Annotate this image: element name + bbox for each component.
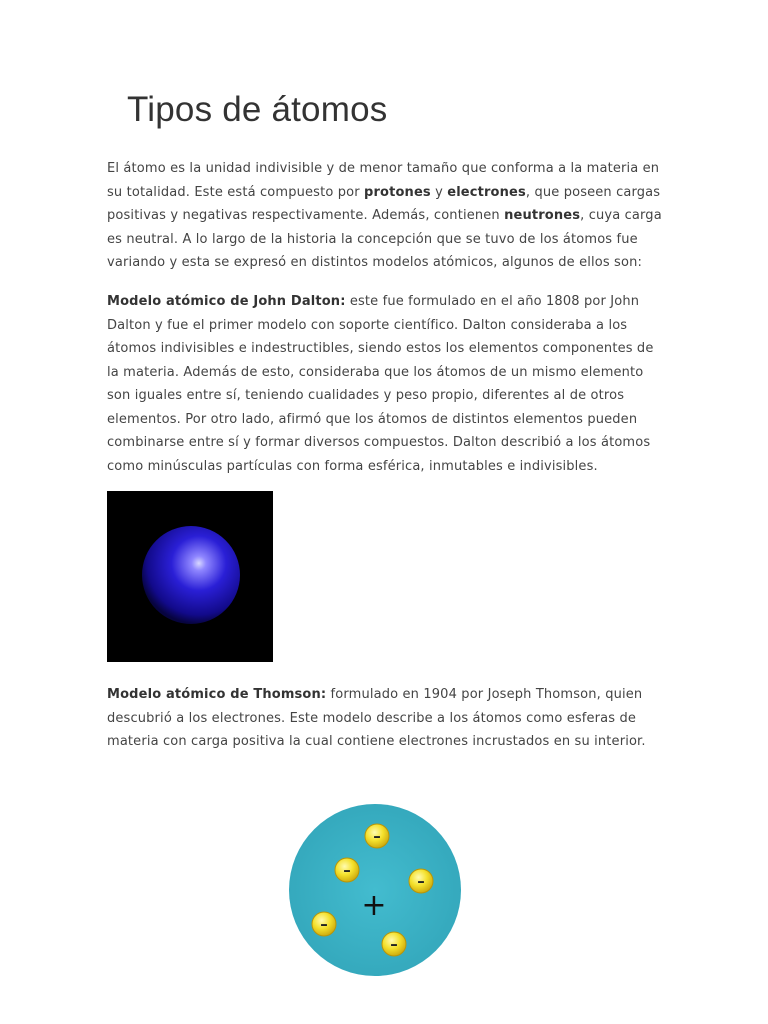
dalton-text: este fue formulado en el año 1808 por John Dalton y fue el primer modelo con soporte científico. Dalton consideraba a los átomos indivisibles e indestructibles, siendo estos los elementos componentes de la materia. Además de esto, consideraba que los átomos de un mismo elemento son iguales entre sí, teniendo cualidades y peso propio, diferentes al de otros elementos. Por otro lado, afirmó que los átomos de distintos elementos pueden combinarse entre sí y formar diversos compuestos. Dalton describió a los átomos como minúsculas partículas con forma esférica, inmutables e indivisibles. xyxy=(107,294,654,474)
dalton-sphere-graphic xyxy=(107,491,273,662)
dalton-paragraph xyxy=(107,290,667,478)
intro-text-1: El átomo es la unidad indivisible y de menor tamaño que conforma a la materia en su totalidad. Este está compuesto por xyxy=(107,161,660,200)
electron-label: – xyxy=(320,915,328,933)
thomson-paragraph xyxy=(107,683,667,754)
intro-text-4: , cuya carga es neutral. A lo largo de la historia la concepción que se tuvo de los átomos fue variando y esta se expresó en distintos modelos atómicos, algunos de ellos son: xyxy=(107,208,662,270)
thomson-model-image xyxy=(288,803,462,977)
term-neutrones: neutrones xyxy=(504,208,581,223)
electron xyxy=(365,824,389,848)
dalton-sphere xyxy=(142,526,240,624)
thomson-heading: Modelo atómico de Thomson: xyxy=(107,687,327,702)
electron xyxy=(335,858,359,882)
dalton-heading: Modelo atómico de John Dalton: xyxy=(107,294,346,309)
electron-label: – xyxy=(390,935,398,953)
term-protones: protones xyxy=(364,184,431,200)
positive-charge-symbol: + xyxy=(361,888,387,923)
intro-text-2: y xyxy=(430,184,448,200)
thomson-model-graphic xyxy=(288,803,462,977)
dalton-sphere-image xyxy=(107,491,273,662)
term-electrones: electrones xyxy=(447,184,526,200)
thomson-text: formulado en 1904 por Joseph Thomson, quien descubrió a los electrones. Este modelo describe a los átomos como esferas de materia con carga positiva la cual contiene electrones incrustados en su interior. xyxy=(107,687,646,749)
intro-paragraph xyxy=(107,157,667,275)
electron xyxy=(409,869,433,893)
electron xyxy=(312,912,336,936)
electron-label: – xyxy=(343,861,351,879)
intro-text-3: , que poseen cargas positivas y negativas respectivamente. Además, contienen xyxy=(107,184,661,223)
electron-label: – xyxy=(417,872,425,890)
page-title: Tipos de átomos xyxy=(127,90,388,129)
electron xyxy=(382,932,406,956)
electron-label: – xyxy=(373,827,381,845)
